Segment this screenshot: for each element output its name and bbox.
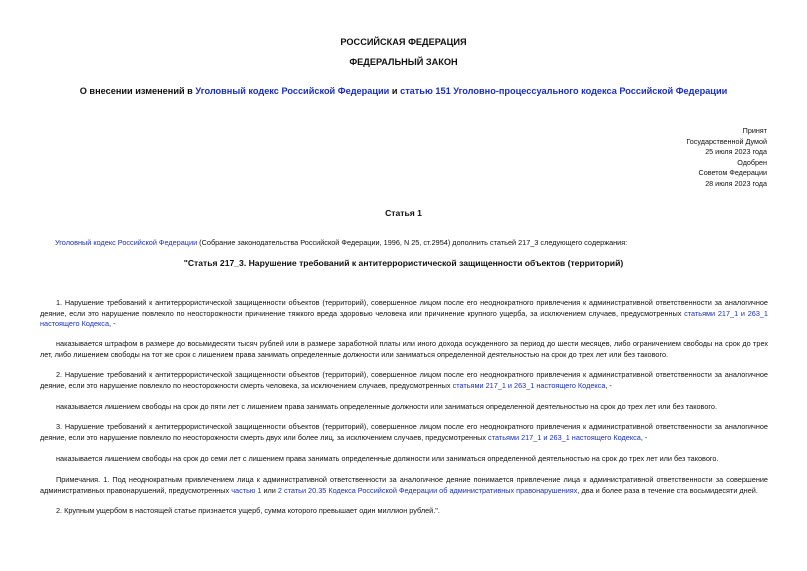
paragraph-6: наказывается лишением свободы на срок до семи лет с лишением права занимать определенные должности или заниматься определенной деятельностью на срок до трех лет или без такового. (56, 454, 719, 463)
approved-label: Одобрен (737, 157, 767, 167)
paragraph-7 (40, 475, 768, 496)
criminal-code-link[interactable]: Уголовный кодекс Российской Федерации (195, 86, 390, 96)
title-prefix: О внесении изменений в (79, 86, 196, 96)
p1-articles-link[interactable]: статьями 217_1 и 263_1 настоящего Кодекса (40, 308, 768, 329)
p7-koap-link[interactable]: 2 статьи 20.35 Кодекса Российской Федерации об административных правонарушениях (277, 485, 578, 495)
paragraph-5 (40, 422, 768, 443)
adoption-info (686, 126, 767, 190)
p3-articles-link[interactable]: статьями 217_1 и 263_1 настоящего Кодекса (452, 380, 606, 390)
paragraph-2: наказывается штрафом в размере до восьмидесяти тысяч рублей или в размере заработной платы или иного дохода осужденного за период до шести месяцев, либо ограничением свободы на срок до трех лет, либо лишением свободы на тот же срок с лишением права занимать определенные должности или заниматься определенной деятельностью на срок до трех лет или без такового. (40, 339, 768, 359)
p3-end: , - (605, 380, 612, 390)
adopted-by: Государственной Думой (686, 136, 767, 146)
intro-criminal-code-link[interactable]: Уголовный кодекс Российской Федерации (55, 238, 198, 247)
criminal-procedure-article-link[interactable]: статью 151 Уголовно-процессуального кодекса Российской Федерации (400, 86, 728, 96)
p5-articles-link[interactable]: статьями 217_1 и 263_1 настоящего Кодекса (488, 432, 641, 442)
p5-end: , - (640, 432, 648, 442)
p7-part1-link[interactable]: частью 1 (231, 485, 262, 495)
paragraph-1 (40, 298, 768, 330)
article-heading: Статья 1 (385, 208, 422, 218)
country-heading: РОССИЙСКАЯ ФЕДЕРАЦИЯ (340, 37, 467, 47)
paragraph-3 (40, 370, 768, 391)
law-title (0, 86, 807, 96)
p7-text: Примечания. 1. Под неоднократным привлечением лица к административной ответственности за аналогичное деяние понимается привлечение лица к административной ответственности за совершение административных правонарушений, предусмотренных (40, 475, 768, 495)
p1-text: 1. Нарушение требований к антитеррористической защищенности объектов (территорий), совершенное лицом после его неоднократного привлечения к административной ответственности за аналогичное деяние, если это нарушение повлекло по неосторожности причинение тяжкого вреда здоровью человека или причинение крупного ущерба, за исключением случаев, предусмотренных (40, 298, 768, 318)
intro-text: (Собрание законодательства Российской Федерации, 1996, N 25, ст.2954) дополнить статьей 217_3 следующего содержания: (197, 238, 628, 247)
p7-mid: или (261, 485, 278, 495)
law-type-heading: ФЕДЕРАЛЬНЫЙ ЗАКОН (349, 57, 458, 67)
approved-by: Советом Федерации (698, 168, 767, 178)
adopted-date: 25 июля 2023 года (705, 147, 767, 157)
p5-text: 3. Нарушение требований к антитеррористической защищенности объектов (территорий), совершенное лицом после его неоднократного привлечения к административной ответственности за аналогичное деяние, если это нарушение повлекло по неосторожности смерть двух или более лиц, за исключением случаев, предусмотренных (40, 422, 768, 442)
new-article-title: "Статья 217_3. Нарушение требований к антитеррористической защищенности объектов (территорий) (183, 258, 624, 268)
p3-text: 2. Нарушение требований к антитеррористической защищенности объектов (территорий), совершенное лицом после его неоднократного привлечения к административной ответственности за аналогичное деяние, если это нарушение повлекло по неосторожности смерть человека, за исключением случаев, предусмотренных (40, 370, 768, 390)
paragraph-8: 2. Крупным ущербом в настоящей статье признается ущерб, сумма которого превышает один миллион рублей.". (56, 506, 440, 515)
title-and: и (389, 86, 401, 96)
p1-end: , - (109, 319, 116, 329)
paragraph-4: наказывается лишением свободы на срок до пяти лет с лишением права занимать определенные должности или заниматься определенной деятельностью на срок до трех лет или без такового. (56, 402, 717, 411)
p7-end: , два и более раза в течение ста восьмидесяти дней. (577, 485, 758, 495)
approved-date: 28 июля 2023 года (705, 178, 767, 188)
adopted-label: Принят (742, 126, 767, 135)
article-intro (55, 238, 627, 247)
